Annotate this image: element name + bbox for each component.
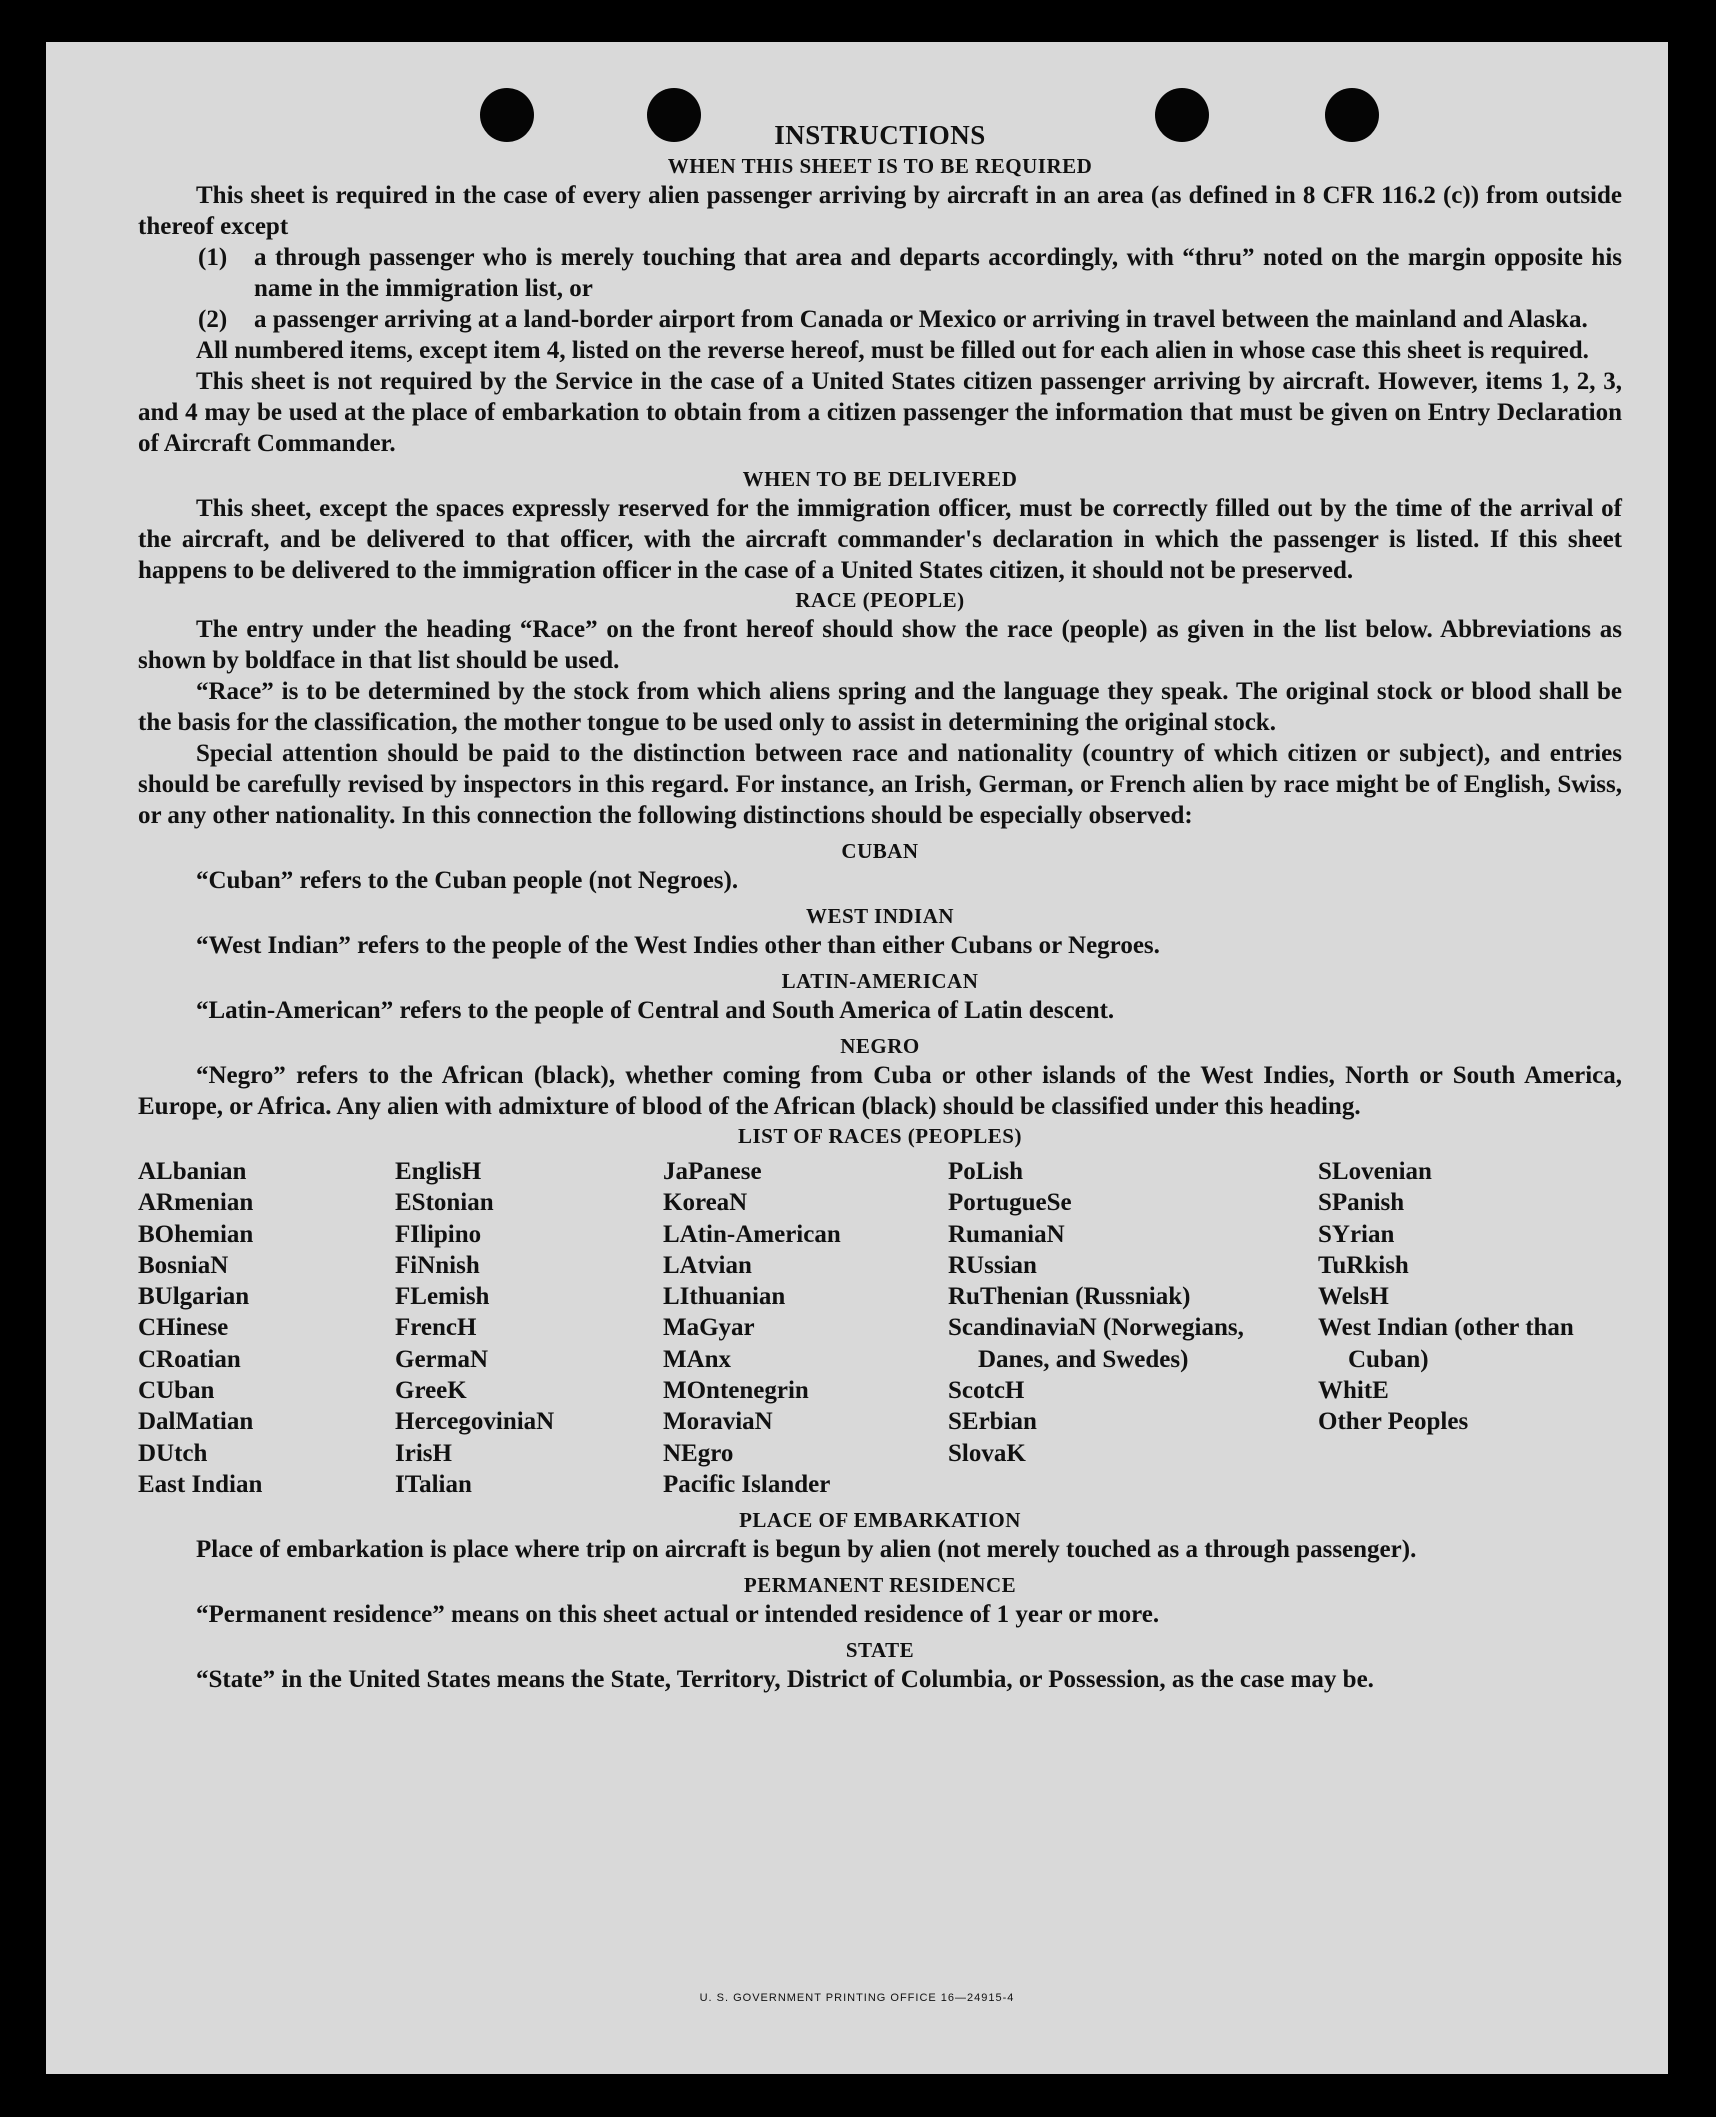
race-item: GermaN	[395, 1345, 489, 1373]
race-item: NEgro	[663, 1439, 734, 1467]
paragraph: This sheet, except the spaces expressly reserved for the immigration officer, must be correctly filled out by the time of the arrival of the aircraft, and be delivered to that officer, with the aircraft commander's declaration in which the passenger is listed. If this sheet happens to be delivered to the immigration officer in the case of a United States citizen, it should not be preserved.	[138, 495, 1622, 584]
race-item: SlovaK	[948, 1439, 1026, 1467]
race-item: East Indian	[138, 1470, 263, 1498]
section-heading: RACE (PEOPLE)	[795, 588, 965, 612]
race-item: MAnx	[663, 1345, 732, 1373]
race-item: CRoatian	[138, 1345, 241, 1373]
section-heading: STATE	[845, 1638, 915, 1663]
race-item: EnglisH	[395, 1158, 482, 1185]
race-item: ALbanian	[138, 1158, 247, 1185]
paragraph: “Negro” refers to the African (black), whether coming from Cuba or other islands of the West Indies, North or South America, Europe, or Africa. Any alien with admixture of blood of the African (black) should be classified under this heading.	[138, 1062, 1622, 1120]
page-title: INSTRUCTIONS	[774, 120, 986, 150]
paragraph: “Race” is to be determined by the stock from which aliens spring and the language they speak. The original stock or blood shall be the basis for the classification, the mother tongue to be used only to assist in determining the original stock.	[138, 678, 1622, 736]
paragraph: The entry under the heading “Race” on the front hereof should show the race (people) as given in the list below. Abbreviations as shown by boldface in that list should be used.	[138, 616, 1622, 674]
section-heading: LATIN-AMERICAN	[781, 969, 979, 993]
race-item: SPanish	[1318, 1189, 1405, 1217]
race-column	[138, 1156, 395, 1500]
paragraph: “Permanent residence” means on this sheet actual or intended residence of 1 year or more.	[196, 1601, 1160, 1629]
race-item: WhitE	[1318, 1377, 1389, 1405]
race-item: SYrian	[1318, 1220, 1395, 1248]
list-item	[198, 304, 1622, 335]
race-item: West Indian (other than Cuban)	[1318, 1314, 1574, 1373]
race-item: KoreaN	[663, 1189, 748, 1217]
race-item: TuRkish	[1318, 1251, 1409, 1279]
race-item: Pacific Islander	[663, 1470, 831, 1498]
section-heading: LIST OF RACES (PEOPLES)	[738, 1124, 1022, 1148]
race-item: GreeK	[395, 1377, 467, 1405]
race-column	[1318, 1156, 1622, 1500]
race-item: FiNnish	[395, 1251, 480, 1279]
race-item: LAtin-American	[663, 1220, 841, 1248]
section-heading: PLACE OF EMBARKATION	[739, 1508, 1021, 1533]
section-heading: WHEN THIS SHEET IS TO BE REQUIRED	[667, 154, 1093, 178]
paragraph: “West Indian” refers to the people of the West Indies other than either Cubans or Negroes.	[196, 932, 1160, 959]
section-heading: WEST INDIAN	[805, 904, 955, 928]
paragraph: This sheet is not required by the Service in the case of a United States citizen passenger arriving by aircraft. However, items 1, 2, 3, and 4 may be used at the place of embarkation to obtain from a citizen passenger the information that must be given on Entry Declaration of Aircraft Commander.	[138, 368, 1622, 457]
race-item: HercegoviniaN	[395, 1408, 555, 1436]
race-column	[395, 1156, 663, 1500]
race-item: BUlgarian	[138, 1283, 250, 1311]
section-heading: CUBAN	[841, 839, 919, 863]
item-number: (2)	[198, 306, 228, 333]
race-item: ScotcH	[948, 1377, 1025, 1405]
race-item: CHinese	[138, 1314, 229, 1342]
race-item: LIthuanian	[663, 1283, 786, 1311]
race-item: MOntenegrin	[663, 1377, 809, 1405]
document-page	[46, 42, 1668, 2074]
race-item: Other Peoples	[1318, 1408, 1469, 1436]
race-item: PortugueSe	[948, 1189, 1072, 1217]
race-column	[948, 1156, 1318, 1500]
race-item: EStonian	[395, 1189, 494, 1217]
race-item: ARmenian	[138, 1189, 254, 1217]
item-number: (1)	[198, 244, 228, 271]
instructions-content	[138, 118, 1622, 1695]
race-item: BOhemian	[138, 1220, 254, 1248]
race-item: ScandinaviaN (Norwegians, Danes, and Swedes)	[948, 1314, 1244, 1373]
race-item: DalMatian	[138, 1408, 254, 1436]
paragraph: “Cuban” refers to the Cuban people (not Negroes).	[196, 867, 739, 894]
race-item: PoLish	[948, 1158, 1024, 1185]
race-item: MaGyar	[663, 1314, 755, 1342]
race-item: BosniaN	[138, 1251, 229, 1279]
section-heading: NEGRO	[840, 1034, 920, 1058]
section-heading: WHEN TO BE DELIVERED	[742, 467, 1018, 491]
race-item: ITalian	[395, 1470, 472, 1498]
race-item: IrisH	[395, 1439, 452, 1467]
race-item: SLovenian	[1318, 1158, 1432, 1185]
paragraph: “State” in the United States means the State, Territory, District of Columbia, or Possession, as the case may be.	[196, 1666, 1374, 1694]
race-item: WelsH	[1318, 1283, 1389, 1311]
race-column	[663, 1156, 948, 1500]
race-item: DUtch	[138, 1439, 208, 1467]
list-item	[198, 242, 1622, 304]
race-item: RuThenian (Russniak)	[948, 1283, 1191, 1311]
item-text: a passenger arriving at a land-border airport from Canada or Mexico or arriving in travel between the mainland and Alaska.	[254, 306, 1588, 333]
paragraph: All numbered items, except item 4, listed on the reverse hereof, must be filled out for each alien in whose case this sheet is required.	[196, 337, 1589, 364]
printing-office-footer: U. S. GOVERNMENT PRINTING OFFICE 16—24915-4	[699, 1992, 1015, 2004]
race-item: JaPanese	[663, 1158, 762, 1185]
race-item: RumaniaN	[948, 1220, 1065, 1248]
race-item: MoraviaN	[663, 1408, 773, 1436]
race-item: RUssian	[948, 1251, 1037, 1279]
paragraph: Special attention should be paid to the distinction between race and nationality (country of which citizen or subject), and entries should be carefully revised by inspectors in this regard. For instance, an Irish, German, or French alien by race might be of English, Swiss, or any other nationality. In this connection the following distinctions should be especially observed:	[138, 740, 1622, 829]
item-text: a through passenger who is merely touching that area and departs accordingly, with “thru” noted on the margin opposite his name in the immigration list, or	[254, 244, 1622, 302]
race-list	[138, 1156, 1622, 1500]
race-item: FLemish	[395, 1283, 490, 1311]
paragraph: Place of embarkation is place where trip on aircraft is begun by alien (not merely touched as a through passenger).	[196, 1536, 1417, 1564]
race-item: FIlipino	[395, 1220, 482, 1248]
paragraph: This sheet is required in the case of every alien passenger arriving by aircraft in an area (as defined in 8 CFR 116.2 (c)) from outside thereof except	[138, 182, 1622, 240]
race-item: FrencH	[395, 1314, 477, 1342]
race-item: CUban	[138, 1377, 215, 1405]
section-heading: PERMANENT RESIDENCE	[743, 1573, 1017, 1598]
paragraph: “Latin-American” refers to the people of Central and South America of Latin descent.	[196, 997, 1115, 1024]
race-item: LAtvian	[663, 1251, 752, 1279]
race-item: SErbian	[948, 1408, 1037, 1436]
